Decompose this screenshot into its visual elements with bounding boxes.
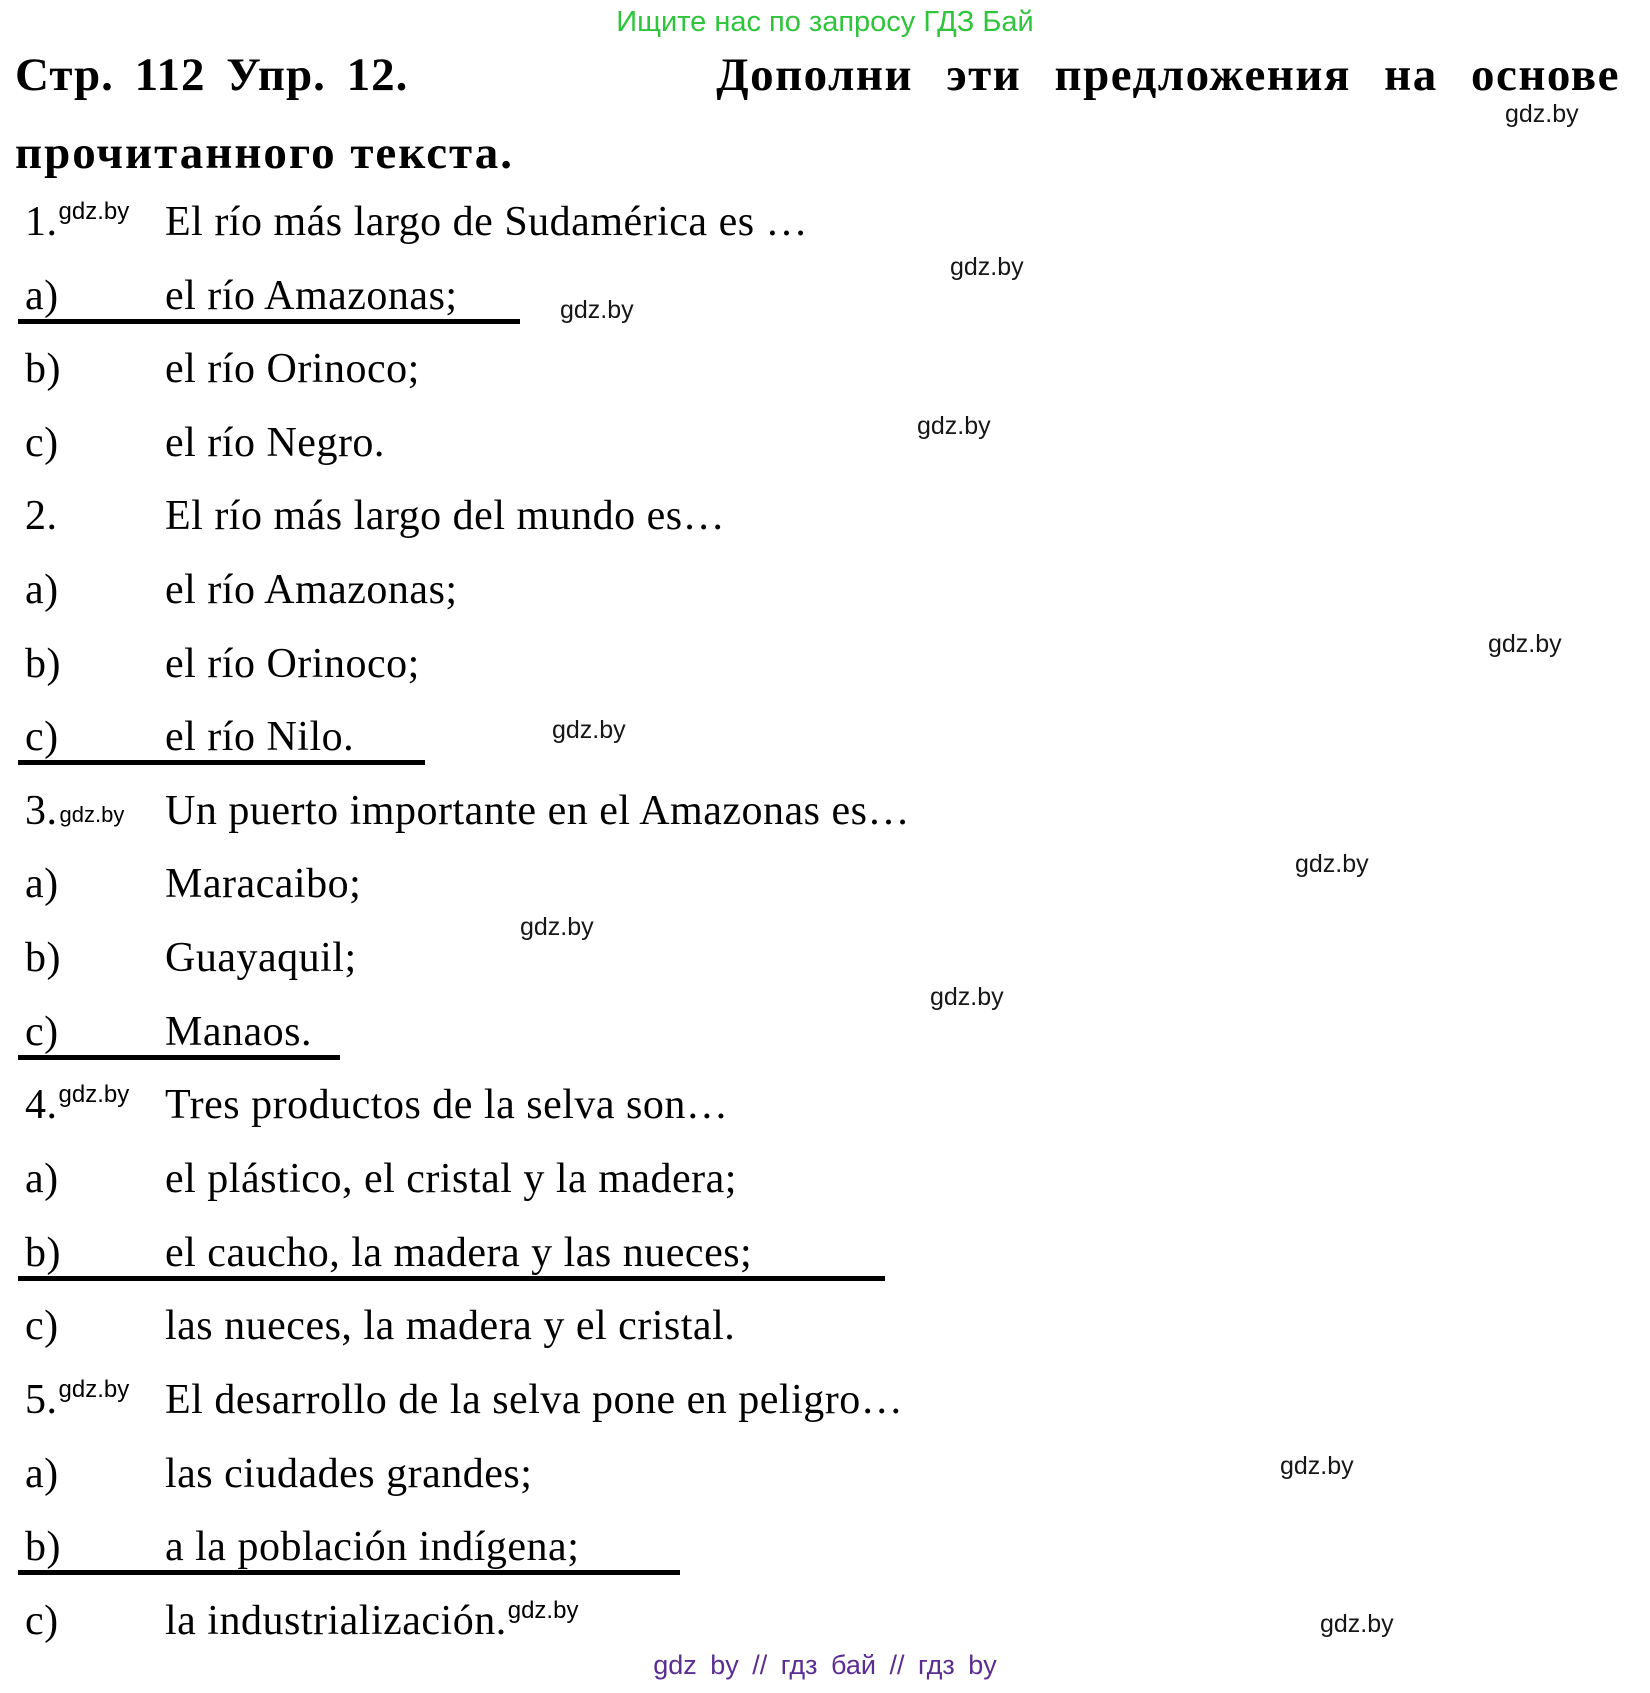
option-marker: c)	[25, 1009, 59, 1055]
option-row-1c	[0, 419, 1650, 493]
option-text: las ciudades grandes;	[165, 1451, 533, 1497]
question-number-text: 4.	[25, 1082, 58, 1128]
option-text: el río Orinoco;	[165, 346, 420, 392]
watermark-gdzby: gdz.by	[58, 1376, 130, 1403]
option-row-3a	[0, 860, 1650, 934]
question-number-text: 1.	[25, 199, 58, 245]
page-exercise-ref: Стр. 112 Упр. 12.	[15, 49, 409, 101]
correct-answer-underline	[18, 1570, 680, 1575]
exercise-header	[15, 50, 1620, 102]
watermark-gdzby: gdz.by	[507, 1597, 579, 1624]
question-row-3	[0, 787, 1650, 861]
question-number	[25, 1376, 129, 1424]
watermark-gdzby: gdz.by	[950, 253, 1024, 281]
option-marker: a)	[25, 567, 59, 613]
question-row-2	[0, 492, 1650, 566]
option-marker: b)	[25, 1524, 61, 1570]
watermark-gdzby: gdz.by	[930, 983, 1004, 1011]
top-banner: Ищите нас по запросу ГДЗ Бай	[616, 6, 1034, 38]
option-text: el río Amazonas;	[165, 567, 458, 613]
watermark-gdzby: gdz.by	[917, 412, 991, 440]
option-marker: a)	[25, 1156, 59, 1202]
option-row-4b	[0, 1229, 1650, 1303]
option-marker: b)	[25, 641, 61, 687]
watermark-gdzby: gdz.by	[520, 913, 594, 941]
option-marker: c)	[25, 1598, 59, 1644]
question-number-text: 5.	[25, 1377, 58, 1423]
option-row-1b	[0, 345, 1650, 419]
question-row-5	[0, 1376, 1650, 1450]
option-text: el plástico, el cristal y la madera;	[165, 1156, 737, 1202]
option-row-2c	[0, 713, 1650, 787]
question-number-text: 3.	[25, 788, 58, 834]
task-title-line2: прочитанного текста.	[15, 127, 514, 179]
option-row-5a	[0, 1450, 1650, 1524]
option-text: Maracaibo;	[165, 861, 362, 907]
watermark-gdzby: gdz.by	[58, 198, 130, 225]
watermark-gdzby: gdz.by	[58, 1081, 130, 1108]
option-marker: a)	[25, 1451, 59, 1497]
question-text: Un puerto importante en el Amazonas es…	[165, 788, 910, 834]
option-row-4a	[0, 1155, 1650, 1229]
correct-answer-underline	[18, 1276, 885, 1281]
correct-answer-underline	[18, 760, 425, 765]
question-number	[25, 1081, 129, 1129]
option-marker: a)	[25, 861, 59, 907]
question-row-1	[0, 198, 1650, 272]
option-text: el río Nilo.	[165, 714, 355, 760]
option-marker: a)	[25, 273, 59, 319]
question-row-4	[0, 1081, 1650, 1155]
watermark-gdzby: gdz.by	[1505, 100, 1579, 128]
option-text: el río Orinoco;	[165, 641, 420, 687]
question-number: 2.	[25, 493, 58, 539]
option-marker: c)	[25, 420, 59, 466]
option-marker: b)	[25, 346, 61, 392]
watermark-gdzby: gdz.by	[1280, 1452, 1354, 1480]
option-text: el caucho, la madera y las nueces;	[165, 1230, 753, 1276]
option-text: a la población indígena;	[165, 1524, 580, 1570]
question-number	[25, 198, 129, 246]
watermark-gdzby: gdz.by	[59, 802, 125, 827]
question-number	[25, 787, 124, 835]
option-row-4c	[0, 1302, 1650, 1376]
watermark-gdzby: gdz.by	[552, 716, 626, 744]
option-text: el río Amazonas;	[165, 273, 458, 319]
option-marker: c)	[25, 714, 59, 760]
option-text: Guayaquil;	[165, 935, 357, 981]
option-row-3b	[0, 934, 1650, 1008]
option-text	[165, 1597, 578, 1645]
task-title-line1: Дополни эти предложения на основе	[716, 49, 1620, 101]
option-text: el río Negro.	[165, 420, 385, 466]
watermark-gdzby: gdz.by	[1295, 850, 1369, 878]
option-text-inner: la industrialización.	[165, 1598, 507, 1644]
correct-answer-underline	[18, 1055, 340, 1060]
option-row-1a	[0, 272, 1650, 346]
question-text: Tres productos de la selva son…	[165, 1082, 729, 1128]
question-text: El desarrollo de la selva pone en peligro…	[165, 1377, 904, 1423]
option-text: las nueces, la madera y el cristal.	[165, 1303, 736, 1349]
option-text: Manaos.	[165, 1009, 312, 1055]
footer-branding: gdz by // гдз бай // гдз by	[653, 1650, 997, 1680]
option-marker: b)	[25, 1230, 61, 1276]
watermark-gdzby: gdz.by	[1320, 1610, 1394, 1638]
correct-answer-underline	[18, 319, 520, 324]
question-text: El río más largo del mundo es…	[165, 493, 726, 539]
option-row-2a	[0, 566, 1650, 640]
option-row-5b	[0, 1523, 1650, 1597]
watermark-gdzby: gdz.by	[1488, 630, 1562, 658]
option-row-3c	[0, 1008, 1650, 1082]
option-marker: b)	[25, 935, 61, 981]
watermark-gdzby: gdz.by	[560, 296, 634, 324]
option-marker: c)	[25, 1303, 59, 1349]
question-text: El río más largo de Sudamérica es …	[165, 199, 809, 245]
option-row-2b	[0, 640, 1650, 714]
